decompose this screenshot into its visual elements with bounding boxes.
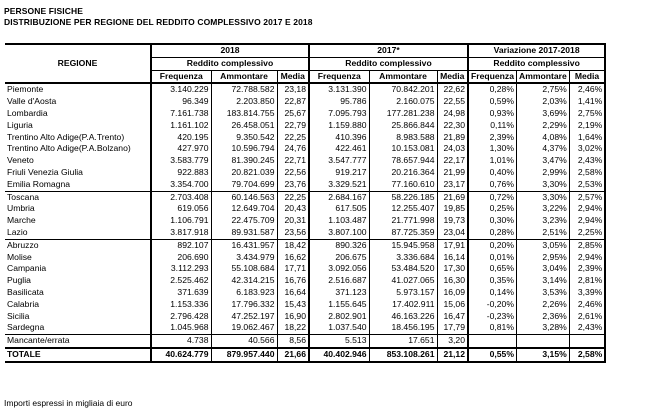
ammontare-var: 2,95%	[516, 252, 569, 264]
region-name: Toscana	[5, 191, 151, 203]
header-ammontare-var: Ammontare	[516, 70, 569, 83]
frequenza-2017: 890.326	[309, 239, 369, 251]
table-row	[5, 108, 605, 120]
media-var: 2,61%	[569, 311, 605, 323]
frequenza-var: 0,59%	[468, 96, 516, 108]
ammontare-var: 3,22%	[516, 203, 569, 215]
ammontare-2018: 60.146.563	[211, 191, 277, 203]
frequenza-2018: 892.107	[151, 239, 211, 251]
ammontare-2018: 47.252.197	[211, 311, 277, 323]
region-name: Umbria	[7, 203, 35, 214]
ammontare-2018: 183.814.755	[211, 108, 277, 120]
table-row	[5, 215, 605, 227]
frequenza-2018: 3.354.700	[151, 179, 211, 191]
frequenza-2017: 3.329.521	[309, 179, 369, 191]
media-var: 2,58%	[569, 167, 605, 179]
report-title: DISTRIBUZIONE PER REGIONE DEL REDDITO COMPLESSIVO 2017 E 2018	[4, 17, 313, 27]
frequenza-2018: 922.883	[151, 167, 211, 179]
ammontare-2017: 17.402.911	[369, 299, 437, 311]
media-2018: 22,56	[277, 167, 309, 179]
media-var: 2,43%	[569, 155, 605, 167]
header-frequenza-2017: Frequenza	[309, 70, 369, 83]
table-row	[5, 143, 605, 155]
ammontare-2017: 77.160.610	[369, 179, 437, 191]
ammontare-var: 2,26%	[516, 299, 569, 311]
frequenza-2017: 617.505	[309, 203, 369, 215]
footnote: Importi espressi in migliaia di euro	[4, 398, 133, 408]
region-name: Lazio	[7, 226, 28, 237]
media-2018: 16,76	[277, 275, 309, 287]
region-name: Marche	[7, 215, 36, 226]
total-frequenza-2017: 40.402.946	[309, 348, 369, 362]
ammontare-2018: 12.649.704	[211, 203, 277, 215]
table-header	[5, 44, 605, 83]
ammontare-var: 2,03%	[516, 96, 569, 108]
header-reddito-variazione: Reddito complessivo	[468, 57, 605, 70]
frequenza-var: 0,30%	[468, 215, 516, 227]
ammontare-var: 3,30%	[516, 179, 569, 191]
total-media-2017: 21,12	[437, 348, 468, 362]
frequenza-2018: 7.161.738	[151, 108, 211, 120]
ammontare-var: 3,30%	[516, 191, 569, 203]
media-var: 2,46%	[569, 83, 605, 96]
frequenza-2018: 1.161.102	[151, 120, 211, 132]
ammontare-2018: 42.314.215	[211, 275, 277, 287]
media-2017: 24,03	[437, 143, 468, 155]
media-2018: 16,62	[277, 252, 309, 264]
region-name: Piemonte	[7, 84, 44, 95]
media-2017: 22,55	[437, 96, 468, 108]
media-2017: 16,09	[437, 287, 468, 299]
media-2018: 17,71	[277, 263, 309, 275]
ammontare-2017: 2.160.075	[369, 96, 437, 108]
frequenza-var: 0,28%	[468, 227, 516, 239]
ammontare-var: 3,14%	[516, 275, 569, 287]
media-2017: 16,14	[437, 252, 468, 264]
table-row	[5, 311, 605, 323]
ammontare-2018: 72.788.582	[211, 83, 277, 96]
ammontare-2017: 20.216.364	[369, 167, 437, 179]
ammontare-2018: 26.458.051	[211, 120, 277, 132]
frequenza-var: 1,01%	[468, 155, 516, 167]
frequenza-var	[468, 335, 516, 348]
ammontare-2018: 79.704.699	[211, 179, 277, 191]
media-2017: 22,17	[437, 155, 468, 167]
media-2018: 23,76	[277, 179, 309, 191]
total-frequenza-var: 0,55%	[468, 348, 516, 362]
region-name: Puglia	[7, 275, 31, 286]
frequenza-2018: 371.639	[151, 287, 211, 299]
frequenza-2017: 1.159.880	[309, 120, 369, 132]
frequenza-var: 0,65%	[468, 263, 516, 275]
media-2017: 22,62	[437, 83, 468, 96]
ammontare-var: 4,37%	[516, 143, 569, 155]
media-2018: 23,56	[277, 227, 309, 239]
media-2017: 24,98	[437, 108, 468, 120]
media-2018: 23,18	[277, 83, 309, 96]
media-var: 2,94%	[569, 203, 605, 215]
ammontare-2018: 19.062.467	[211, 322, 277, 334]
region-name: Calabria	[7, 298, 40, 309]
table-row	[5, 335, 605, 348]
table-row	[5, 252, 605, 264]
table-row	[5, 203, 605, 215]
media-2018: 18,42	[277, 239, 309, 251]
ammontare-2017: 18.456.195	[369, 322, 437, 334]
region-name: Trentino Alto Adige(P.A.Bolzano)	[7, 143, 131, 154]
media-var: 1,64%	[569, 132, 605, 144]
ammontare-2018: 6.183.923	[211, 287, 277, 299]
header-ammontare-2018: Ammontare	[211, 70, 277, 83]
ammontare-2018: 16.431.957	[211, 239, 277, 251]
frequenza-2017: 2.802.901	[309, 311, 369, 323]
media-2018: 22,25	[277, 191, 309, 203]
region-name: Emilia Romagna	[7, 178, 71, 189]
frequenza-var: 0,72%	[468, 191, 516, 203]
ammontare-var: 2,29%	[516, 120, 569, 132]
table-row	[5, 287, 605, 299]
ammontare-2018: 89.931.587	[211, 227, 277, 239]
ammontare-2017: 17.651	[369, 335, 437, 348]
ammontare-2018: 2.203.850	[211, 96, 277, 108]
frequenza-2018: 1.106.791	[151, 215, 211, 227]
media-2017: 15,06	[437, 299, 468, 311]
media-2018: 22,71	[277, 155, 309, 167]
ammontare-var: 3,05%	[516, 239, 569, 251]
ammontare-var: 3,28%	[516, 322, 569, 334]
ammontare-2017: 25.866.844	[369, 120, 437, 132]
ammontare-var: 2,51%	[516, 227, 569, 239]
frequenza-2018: 3.583.779	[151, 155, 211, 167]
ammontare-var: 2,99%	[516, 167, 569, 179]
media-2018: 8,56	[277, 335, 309, 348]
media-var: 2,46%	[569, 299, 605, 311]
media-2018: 20,31	[277, 215, 309, 227]
media-2018: 22,25	[277, 132, 309, 144]
media-var: 2,94%	[569, 215, 605, 227]
header-ammontare-2017: Ammontare	[369, 70, 437, 83]
table-row	[5, 322, 605, 334]
ammontare-var: 4,08%	[516, 132, 569, 144]
media-var: 2,85%	[569, 239, 605, 251]
frequenza-2017: 206.675	[309, 252, 369, 264]
frequenza-2017: 95.786	[309, 96, 369, 108]
total-frequenza-2018: 40.624.779	[151, 348, 211, 362]
frequenza-2018: 96.349	[151, 96, 211, 108]
table-row	[5, 167, 605, 179]
region-name: Sicilia	[7, 310, 30, 321]
total-row	[5, 348, 605, 362]
table-row	[5, 299, 605, 311]
media-2018: 20,43	[277, 203, 309, 215]
table-row	[5, 227, 605, 239]
region-name: Friuli Venezia Giulia	[7, 166, 83, 177]
media-var: 2,94%	[569, 252, 605, 264]
frequenza-var: -0,20%	[468, 299, 516, 311]
income-by-region-table	[5, 43, 606, 363]
ammontare-var: 3,69%	[516, 108, 569, 120]
ammontare-2018: 10.596.794	[211, 143, 277, 155]
media-var: 2,43%	[569, 322, 605, 334]
total-media-2018: 21,66	[277, 348, 309, 362]
frequenza-var: 0,01%	[468, 252, 516, 264]
media-var: 2,53%	[569, 179, 605, 191]
frequenza-2018: 2.703.408	[151, 191, 211, 203]
frequenza-2017: 3.807.100	[309, 227, 369, 239]
header-year-2017: 2017*	[309, 44, 468, 57]
header-variazione: Variazione 2017-2018	[468, 44, 605, 57]
region-name: Basilicata	[7, 286, 44, 297]
frequenza-2017: 7.095.793	[309, 108, 369, 120]
media-2017: 23,17	[437, 179, 468, 191]
ammontare-var: 3,04%	[516, 263, 569, 275]
region-name: Mancante/errata	[5, 335, 151, 348]
ammontare-2018: 55.108.684	[211, 263, 277, 275]
media-2018: 15,43	[277, 299, 309, 311]
ammontare-var	[516, 335, 569, 348]
total-ammontare-2017: 853.108.261	[369, 348, 437, 362]
media-var: 2,25%	[569, 227, 605, 239]
frequenza-var: 0,40%	[468, 167, 516, 179]
ammontare-2017: 70.842.201	[369, 83, 437, 96]
frequenza-2017: 3.131.390	[309, 83, 369, 96]
frequenza-2017: 422.461	[309, 143, 369, 155]
media-2018: 16,64	[277, 287, 309, 299]
media-var	[569, 335, 605, 348]
media-var: 3,02%	[569, 143, 605, 155]
frequenza-2017: 919.217	[309, 167, 369, 179]
ammontare-2017: 87.725.359	[369, 227, 437, 239]
ammontare-var: 2,36%	[516, 311, 569, 323]
media-2017: 16,47	[437, 311, 468, 323]
media-2017: 21,69	[437, 191, 468, 203]
frequenza-2017: 1.037.540	[309, 322, 369, 334]
ammontare-2017: 41.027.065	[369, 275, 437, 287]
region-name: Sardegna	[7, 322, 45, 333]
media-var: 2,81%	[569, 275, 605, 287]
frequenza-var: 0,14%	[468, 287, 516, 299]
frequenza-var: 0,11%	[468, 120, 516, 132]
table-row	[5, 239, 605, 251]
frequenza-var: 0,76%	[468, 179, 516, 191]
region-name: Veneto	[7, 155, 34, 166]
media-2017: 17,91	[437, 239, 468, 251]
frequenza-2018: 4.738	[151, 335, 211, 348]
frequenza-2018: 206.690	[151, 252, 211, 264]
header-reddito-2017: Reddito complessivo	[309, 57, 468, 70]
media-2017: 3,20	[437, 335, 468, 348]
ammontare-2018: 22.475.709	[211, 215, 277, 227]
frequenza-var: 0,93%	[468, 108, 516, 120]
ammontare-2018: 3.434.979	[211, 252, 277, 264]
header-frequenza-var: Frequenza	[468, 70, 516, 83]
frequenza-2017: 2.516.687	[309, 275, 369, 287]
ammontare-2017: 58.226.185	[369, 191, 437, 203]
table-row	[5, 120, 605, 132]
media-2017: 22,30	[437, 120, 468, 132]
region-name: Campania	[7, 263, 47, 274]
ammontare-2018: 17.796.332	[211, 299, 277, 311]
frequenza-var: 0,35%	[468, 275, 516, 287]
region-name: Molise	[7, 251, 32, 262]
region-name: Liguria	[7, 119, 33, 130]
media-2018: 16,90	[277, 311, 309, 323]
frequenza-2017: 5.513	[309, 335, 369, 348]
ammontare-2017: 5.973.157	[369, 287, 437, 299]
table-row	[5, 96, 605, 108]
frequenza-2017: 1.155.645	[309, 299, 369, 311]
region-name: Trentino Alto Adige(P.A.Trento)	[7, 131, 125, 142]
ammontare-2017: 78.657.944	[369, 155, 437, 167]
frequenza-2017: 2.684.167	[309, 191, 369, 203]
region-name: Abruzzo	[5, 239, 151, 251]
frequenza-2017: 1.103.487	[309, 215, 369, 227]
frequenza-var: 0,81%	[468, 322, 516, 334]
ammontare-var: 3,23%	[516, 215, 569, 227]
media-2017: 21,99	[437, 167, 468, 179]
ammontare-2017: 15.945.958	[369, 239, 437, 251]
table-row	[5, 179, 605, 191]
frequenza-2017: 3.547.777	[309, 155, 369, 167]
media-2018: 18,22	[277, 322, 309, 334]
media-2017: 23,04	[437, 227, 468, 239]
ammontare-2017: 46.163.226	[369, 311, 437, 323]
frequenza-2017: 410.396	[309, 132, 369, 144]
total-media-var: 2,58%	[569, 348, 605, 362]
ammontare-var: 3,53%	[516, 287, 569, 299]
ammontare-var: 3,47%	[516, 155, 569, 167]
report-category-title: PERSONE FISICHE	[4, 6, 83, 16]
region-name: Lombardia	[7, 107, 48, 118]
media-2017: 17,79	[437, 322, 468, 334]
ammontare-var: 2,75%	[516, 83, 569, 96]
ammontare-2017: 10.153.081	[369, 143, 437, 155]
media-2018: 25,67	[277, 108, 309, 120]
media-var: 2,19%	[569, 120, 605, 132]
frequenza-2018: 619.056	[151, 203, 211, 215]
media-2017: 21,89	[437, 132, 468, 144]
frequenza-2018: 2.796.428	[151, 311, 211, 323]
total-ammontare-2018: 879.957.440	[211, 348, 277, 362]
ammontare-2018: 81.390.245	[211, 155, 277, 167]
media-var: 2,39%	[569, 263, 605, 275]
media-2017: 19,85	[437, 203, 468, 215]
media-2018: 24,76	[277, 143, 309, 155]
ammontare-2017: 21.771.998	[369, 215, 437, 227]
table-row	[5, 83, 605, 96]
frequenza-2018: 1.153.336	[151, 299, 211, 311]
frequenza-var: 0,20%	[468, 239, 516, 251]
ammontare-2017: 8.983.588	[369, 132, 437, 144]
frequenza-var: 1,30%	[468, 143, 516, 155]
frequenza-2018: 427.970	[151, 143, 211, 155]
table-body	[5, 83, 605, 361]
frequenza-2017: 371.123	[309, 287, 369, 299]
region-name: Valle d'Aosta	[7, 96, 57, 107]
frequenza-2018: 3.817.918	[151, 227, 211, 239]
frequenza-2018: 420.195	[151, 132, 211, 144]
media-2017: 16,30	[437, 275, 468, 287]
frequenza-2018: 2.525.462	[151, 275, 211, 287]
frequenza-2018: 3.140.229	[151, 83, 211, 96]
ammontare-2017: 3.336.684	[369, 252, 437, 264]
media-var: 2,57%	[569, 191, 605, 203]
ammontare-2018: 9.350.542	[211, 132, 277, 144]
table-row	[5, 155, 605, 167]
total-ammontare-var: 3,15%	[516, 348, 569, 362]
header-media-2018: Media	[277, 70, 309, 83]
header-frequenza-2018: Frequenza	[151, 70, 211, 83]
media-2018: 22,87	[277, 96, 309, 108]
media-var: 1,41%	[569, 96, 605, 108]
frequenza-var: 0,28%	[468, 83, 516, 96]
ammontare-2018: 20.821.039	[211, 167, 277, 179]
media-var: 2,75%	[569, 108, 605, 120]
media-2017: 17,30	[437, 263, 468, 275]
frequenza-var: 2,39%	[468, 132, 516, 144]
frequenza-2018: 3.112.293	[151, 263, 211, 275]
header-reddito-2018: Reddito complessivo	[151, 57, 309, 70]
frequenza-var: -0,23%	[468, 311, 516, 323]
media-2018: 22,79	[277, 120, 309, 132]
media-var: 3,39%	[569, 287, 605, 299]
ammontare-2018: 40.566	[211, 335, 277, 348]
frequenza-var: 0,25%	[468, 203, 516, 215]
frequenza-2017: 3.092.056	[309, 263, 369, 275]
ammontare-2017: 53.484.520	[369, 263, 437, 275]
table-row	[5, 132, 605, 144]
media-2017: 19,73	[437, 215, 468, 227]
header-year-2018: 2018	[151, 44, 309, 57]
header-regione: REGIONE	[5, 44, 151, 83]
total-region-name: TOTALE	[5, 348, 151, 362]
table-row	[5, 263, 605, 275]
table-row	[5, 191, 605, 203]
frequenza-2018: 1.045.968	[151, 322, 211, 334]
ammontare-2017: 177.281.238	[369, 108, 437, 120]
header-media-var: Media	[569, 70, 605, 83]
header-media-2017: Media	[437, 70, 468, 83]
table-row	[5, 275, 605, 287]
ammontare-2017: 12.255.407	[369, 203, 437, 215]
